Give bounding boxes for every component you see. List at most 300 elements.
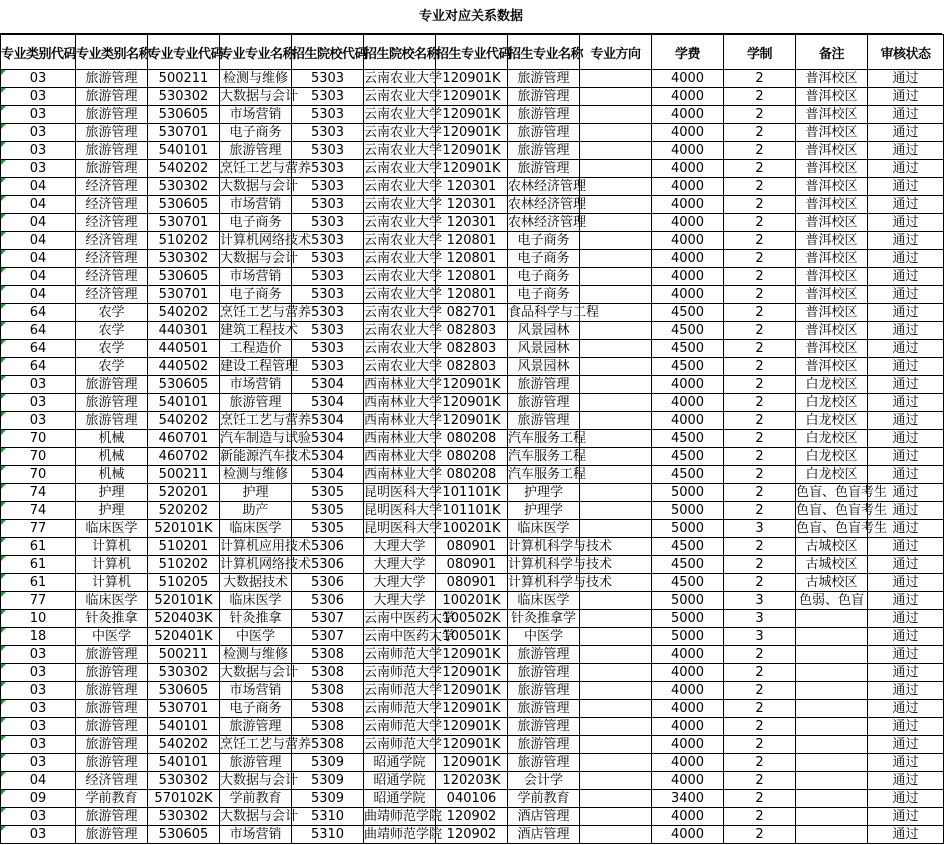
- table-cell[interactable]: [148, 412, 220, 430]
- table-cell[interactable]: [508, 250, 580, 268]
- table-cell[interactable]: [724, 592, 796, 610]
- table-cell[interactable]: [652, 700, 724, 718]
- table-cell[interactable]: [652, 520, 724, 538]
- table-cell[interactable]: [220, 610, 292, 628]
- table-cell[interactable]: [724, 70, 796, 88]
- table-cell[interactable]: [796, 754, 868, 772]
- table-cell[interactable]: [1, 790, 76, 808]
- table-cell[interactable]: [148, 772, 220, 790]
- table-cell[interactable]: [76, 394, 148, 412]
- table-cell[interactable]: [436, 430, 508, 448]
- table-cell[interactable]: [292, 358, 364, 376]
- table-cell[interactable]: [1, 448, 76, 466]
- table-cell[interactable]: [220, 772, 299, 790]
- table-cell[interactable]: [580, 196, 652, 214]
- table-cell[interactable]: [508, 754, 580, 772]
- table-cell[interactable]: [724, 700, 796, 718]
- table-cell[interactable]: [868, 718, 944, 736]
- table-cell[interactable]: [148, 268, 220, 286]
- table-cell[interactable]: [796, 592, 868, 610]
- table-cell[interactable]: [220, 160, 312, 178]
- table-cell[interactable]: [76, 70, 148, 88]
- table-cell[interactable]: [1, 124, 76, 142]
- table-cell[interactable]: [292, 304, 364, 322]
- table-cell[interactable]: [148, 106, 220, 124]
- table-cell[interactable]: [652, 142, 724, 160]
- table-cell[interactable]: [508, 286, 580, 304]
- table-cell[interactable]: [796, 574, 868, 592]
- table-cell[interactable]: [868, 574, 944, 592]
- table-cell[interactable]: [868, 286, 944, 304]
- table-cell[interactable]: [508, 502, 580, 520]
- table-cell[interactable]: [436, 88, 508, 106]
- table-cell[interactable]: [436, 736, 508, 754]
- table-cell[interactable]: [436, 520, 508, 538]
- table-cell[interactable]: [724, 124, 796, 142]
- table-cell[interactable]: [724, 610, 796, 628]
- table-cell[interactable]: [76, 646, 148, 664]
- table-cell[interactable]: [868, 268, 944, 286]
- table-cell[interactable]: [220, 592, 292, 610]
- table-cell[interactable]: [76, 610, 148, 628]
- table-cell[interactable]: [652, 358, 724, 376]
- column-header[interactable]: 招生专业代码: [436, 35, 508, 70]
- table-cell[interactable]: [76, 268, 148, 286]
- table-cell[interactable]: [148, 466, 220, 484]
- table-cell[interactable]: [796, 772, 868, 790]
- table-cell[interactable]: [580, 358, 652, 376]
- table-cell[interactable]: [148, 610, 220, 628]
- table-cell[interactable]: [508, 628, 580, 646]
- table-cell[interactable]: [796, 628, 868, 646]
- table-cell[interactable]: [148, 646, 220, 664]
- table-cell[interactable]: [580, 376, 652, 394]
- column-header[interactable]: 招生专业名称: [508, 35, 580, 70]
- table-cell[interactable]: [652, 736, 724, 754]
- table-cell[interactable]: [724, 88, 796, 106]
- table-cell[interactable]: [508, 808, 580, 826]
- table-cell[interactable]: [508, 736, 580, 754]
- table-cell[interactable]: [580, 412, 652, 430]
- table-cell[interactable]: [76, 592, 148, 610]
- table-cell[interactable]: [148, 340, 220, 358]
- table-cell[interactable]: [1, 772, 76, 790]
- table-cell[interactable]: [580, 790, 652, 808]
- table-cell[interactable]: [292, 322, 364, 340]
- column-header[interactable]: 学费: [652, 35, 724, 70]
- table-cell[interactable]: [796, 106, 868, 124]
- table-cell[interactable]: [580, 808, 652, 826]
- table-cell[interactable]: [652, 340, 724, 358]
- table-cell[interactable]: [1, 160, 76, 178]
- table-cell[interactable]: [868, 142, 944, 160]
- table-cell[interactable]: [76, 718, 148, 736]
- table-cell[interactable]: [652, 682, 724, 700]
- table-cell[interactable]: [148, 790, 220, 808]
- table-cell[interactable]: [868, 358, 944, 376]
- table-cell[interactable]: [292, 448, 364, 466]
- table-cell[interactable]: [292, 268, 364, 286]
- table-cell[interactable]: [508, 340, 580, 358]
- table-cell[interactable]: [76, 250, 148, 268]
- table-cell[interactable]: [436, 592, 508, 610]
- table-cell[interactable]: [508, 484, 580, 502]
- table-cell[interactable]: [220, 142, 292, 160]
- table-cell[interactable]: [436, 232, 508, 250]
- table-cell[interactable]: [580, 646, 652, 664]
- table-cell[interactable]: [868, 322, 944, 340]
- table-cell[interactable]: [508, 232, 580, 250]
- table-cell[interactable]: [724, 682, 796, 700]
- table-cell[interactable]: [220, 196, 292, 214]
- table-cell[interactable]: [220, 538, 312, 556]
- table-cell[interactable]: [724, 754, 796, 772]
- table-cell[interactable]: [868, 502, 944, 520]
- table-cell[interactable]: [76, 322, 148, 340]
- table-cell[interactable]: [508, 412, 580, 430]
- table-cell[interactable]: [796, 376, 868, 394]
- table-cell[interactable]: [580, 484, 652, 502]
- table-cell[interactable]: [220, 808, 299, 826]
- table-cell[interactable]: [1, 178, 76, 196]
- table-cell[interactable]: [220, 358, 299, 376]
- table-cell[interactable]: [364, 574, 436, 592]
- table-cell[interactable]: [76, 556, 148, 574]
- table-cell[interactable]: [436, 322, 508, 340]
- table-cell[interactable]: [868, 754, 944, 772]
- table-cell[interactable]: [148, 808, 220, 826]
- table-cell[interactable]: [292, 214, 364, 232]
- table-cell[interactable]: [148, 502, 220, 520]
- table-cell[interactable]: [76, 664, 148, 682]
- table-cell[interactable]: [364, 250, 443, 268]
- table-cell[interactable]: [580, 826, 652, 844]
- table-cell[interactable]: [220, 520, 292, 538]
- table-cell[interactable]: [796, 358, 868, 376]
- table-cell[interactable]: [508, 646, 580, 664]
- table-cell[interactable]: [796, 700, 868, 718]
- table-cell[interactable]: [796, 466, 868, 484]
- table-cell[interactable]: [148, 376, 220, 394]
- table-cell[interactable]: [1, 592, 76, 610]
- table-cell[interactable]: [652, 394, 724, 412]
- table-cell[interactable]: [76, 286, 148, 304]
- table-cell[interactable]: [292, 340, 364, 358]
- table-cell[interactable]: [148, 700, 220, 718]
- table-cell[interactable]: [508, 538, 613, 556]
- table-cell[interactable]: [220, 286, 292, 304]
- table-cell[interactable]: [220, 682, 292, 700]
- table-cell[interactable]: [1, 700, 76, 718]
- table-cell[interactable]: [436, 124, 508, 142]
- table-cell[interactable]: [1, 412, 76, 430]
- table-cell[interactable]: [364, 646, 443, 664]
- column-header[interactable]: 专业方向: [580, 35, 652, 70]
- table-cell[interactable]: [220, 484, 292, 502]
- table-cell[interactable]: [436, 178, 508, 196]
- table-cell[interactable]: [148, 196, 220, 214]
- table-cell[interactable]: [436, 448, 508, 466]
- table-cell[interactable]: [220, 88, 299, 106]
- table-cell[interactable]: [148, 826, 220, 844]
- table-cell[interactable]: [580, 502, 652, 520]
- table-cell[interactable]: [796, 304, 868, 322]
- table-cell[interactable]: [724, 520, 796, 538]
- table-cell[interactable]: [508, 466, 587, 484]
- table-cell[interactable]: [508, 322, 580, 340]
- table-cell[interactable]: [868, 376, 944, 394]
- table-cell[interactable]: [580, 574, 652, 592]
- table-cell[interactable]: [1, 268, 76, 286]
- table-cell[interactable]: [724, 340, 796, 358]
- table-cell[interactable]: [868, 106, 944, 124]
- table-cell[interactable]: [364, 376, 443, 394]
- table-cell[interactable]: [724, 286, 796, 304]
- table-cell[interactable]: [436, 142, 508, 160]
- table-cell[interactable]: [148, 124, 220, 142]
- table-cell[interactable]: [436, 718, 508, 736]
- table-cell[interactable]: [220, 214, 292, 232]
- table-cell[interactable]: [796, 268, 868, 286]
- column-header[interactable]: 审核状态: [868, 35, 944, 70]
- table-cell[interactable]: [1, 322, 76, 340]
- table-cell[interactable]: [220, 106, 292, 124]
- table-cell[interactable]: [364, 538, 436, 556]
- table-cell[interactable]: [796, 718, 868, 736]
- table-cell[interactable]: [220, 448, 312, 466]
- table-cell[interactable]: [1, 106, 76, 124]
- table-cell[interactable]: [796, 664, 868, 682]
- table-cell[interactable]: [868, 628, 944, 646]
- table-cell[interactable]: [580, 772, 652, 790]
- table-cell[interactable]: [292, 232, 364, 250]
- table-cell[interactable]: [76, 106, 148, 124]
- table-cell[interactable]: [580, 430, 652, 448]
- table-cell[interactable]: [436, 376, 508, 394]
- table-cell[interactable]: [652, 322, 724, 340]
- table-cell[interactable]: [796, 646, 868, 664]
- table-cell[interactable]: [868, 196, 944, 214]
- table-cell[interactable]: [76, 88, 148, 106]
- table-cell[interactable]: [724, 538, 796, 556]
- table-cell[interactable]: [724, 718, 796, 736]
- table-cell[interactable]: [580, 664, 652, 682]
- table-cell[interactable]: [796, 124, 868, 142]
- table-cell[interactable]: [724, 106, 796, 124]
- table-cell[interactable]: [436, 556, 508, 574]
- table-cell[interactable]: [796, 826, 868, 844]
- table-cell[interactable]: [868, 466, 944, 484]
- table-cell[interactable]: [868, 520, 944, 538]
- table-cell[interactable]: [580, 682, 652, 700]
- table-cell[interactable]: [724, 268, 796, 286]
- table-cell[interactable]: [508, 664, 580, 682]
- table-cell[interactable]: [436, 790, 508, 808]
- table-cell[interactable]: [868, 214, 944, 232]
- table-cell[interactable]: [1, 556, 76, 574]
- table-cell[interactable]: [292, 664, 364, 682]
- table-cell[interactable]: [148, 682, 220, 700]
- table-cell[interactable]: [1, 88, 76, 106]
- table-cell[interactable]: [508, 214, 587, 232]
- table-cell[interactable]: [1, 214, 76, 232]
- table-cell[interactable]: [1, 610, 76, 628]
- table-cell[interactable]: [364, 628, 456, 646]
- table-cell[interactable]: [364, 556, 436, 574]
- table-cell[interactable]: [364, 502, 443, 520]
- table-cell[interactable]: [148, 718, 220, 736]
- table-cell[interactable]: [220, 124, 292, 142]
- table-cell[interactable]: [436, 628, 508, 646]
- table-cell[interactable]: [868, 592, 944, 610]
- table-cell[interactable]: [364, 142, 443, 160]
- table-cell[interactable]: [580, 610, 652, 628]
- table-cell[interactable]: [364, 322, 443, 340]
- table-cell[interactable]: [796, 286, 868, 304]
- table-cell[interactable]: [508, 718, 580, 736]
- table-cell[interactable]: [868, 736, 944, 754]
- table-cell[interactable]: [508, 196, 587, 214]
- table-cell[interactable]: [724, 196, 796, 214]
- table-cell[interactable]: [652, 754, 724, 772]
- table-cell[interactable]: [76, 736, 148, 754]
- table-cell[interactable]: [148, 304, 220, 322]
- table-cell[interactable]: [1, 304, 76, 322]
- table-cell[interactable]: [580, 718, 652, 736]
- table-cell[interactable]: [292, 556, 364, 574]
- table-cell[interactable]: [292, 502, 364, 520]
- table-cell[interactable]: [148, 394, 220, 412]
- table-cell[interactable]: [292, 646, 364, 664]
- table-cell[interactable]: [436, 700, 508, 718]
- table-cell[interactable]: [292, 394, 364, 412]
- table-cell[interactable]: [364, 394, 443, 412]
- table-cell[interactable]: [1, 394, 76, 412]
- table-cell[interactable]: [508, 826, 580, 844]
- table-cell[interactable]: [1, 430, 76, 448]
- table-cell[interactable]: [652, 214, 724, 232]
- table-cell[interactable]: [76, 772, 148, 790]
- table-cell[interactable]: [292, 124, 364, 142]
- table-cell[interactable]: [796, 502, 888, 520]
- table-cell[interactable]: [580, 160, 652, 178]
- table-cell[interactable]: [652, 70, 724, 88]
- table-cell[interactable]: [508, 142, 580, 160]
- table-cell[interactable]: [868, 556, 944, 574]
- table-cell[interactable]: [364, 358, 443, 376]
- table-cell[interactable]: [436, 304, 508, 322]
- table-cell[interactable]: [1, 466, 76, 484]
- table-cell[interactable]: [220, 556, 312, 574]
- table-cell[interactable]: [292, 106, 364, 124]
- table-cell[interactable]: [508, 610, 580, 628]
- table-cell[interactable]: [1, 286, 76, 304]
- table-cell[interactable]: [148, 556, 220, 574]
- table-cell[interactable]: [796, 412, 868, 430]
- table-cell[interactable]: [436, 466, 508, 484]
- table-cell[interactable]: [868, 178, 944, 196]
- table-cell[interactable]: [76, 340, 148, 358]
- table-cell[interactable]: [724, 466, 796, 484]
- table-cell[interactable]: [652, 106, 724, 124]
- table-cell[interactable]: [796, 214, 868, 232]
- table-cell[interactable]: [148, 322, 220, 340]
- table-cell[interactable]: [508, 178, 587, 196]
- table-cell[interactable]: [508, 430, 587, 448]
- table-cell[interactable]: [652, 412, 724, 430]
- table-cell[interactable]: [652, 160, 724, 178]
- table-cell[interactable]: [580, 250, 652, 268]
- table-cell[interactable]: [220, 178, 299, 196]
- table-cell[interactable]: [220, 502, 292, 520]
- table-cell[interactable]: [580, 754, 652, 772]
- table-cell[interactable]: [292, 70, 364, 88]
- table-cell[interactable]: [1, 718, 76, 736]
- table-cell[interactable]: [868, 808, 944, 826]
- table-cell[interactable]: [508, 70, 580, 88]
- table-cell[interactable]: [796, 250, 868, 268]
- table-cell[interactable]: [724, 322, 796, 340]
- table-cell[interactable]: [796, 232, 868, 250]
- table-cell[interactable]: [580, 340, 652, 358]
- table-cell[interactable]: [580, 736, 652, 754]
- table-cell[interactable]: [364, 808, 443, 826]
- table-cell[interactable]: [148, 574, 220, 592]
- table-cell[interactable]: [508, 106, 580, 124]
- table-cell[interactable]: [724, 394, 796, 412]
- table-cell[interactable]: [580, 520, 652, 538]
- table-cell[interactable]: [652, 232, 724, 250]
- column-header[interactable]: 专业专业代码: [148, 35, 220, 70]
- table-cell[interactable]: [724, 502, 796, 520]
- column-header[interactable]: 专业类别代码: [1, 35, 76, 70]
- column-header[interactable]: 备注: [796, 35, 868, 70]
- table-cell[interactable]: [1, 142, 76, 160]
- table-cell[interactable]: [868, 250, 944, 268]
- table-cell[interactable]: [148, 538, 220, 556]
- table-cell[interactable]: [364, 700, 443, 718]
- table-cell[interactable]: [508, 358, 580, 376]
- table-cell[interactable]: [1, 736, 76, 754]
- table-cell[interactable]: [868, 70, 944, 88]
- table-cell[interactable]: [292, 610, 364, 628]
- table-cell[interactable]: [1, 754, 76, 772]
- table-cell[interactable]: [364, 430, 443, 448]
- table-cell[interactable]: [868, 538, 944, 556]
- table-cell[interactable]: [652, 178, 724, 196]
- table-cell[interactable]: [868, 430, 944, 448]
- table-cell[interactable]: [652, 556, 724, 574]
- table-cell[interactable]: [292, 574, 364, 592]
- column-header[interactable]: 学制: [724, 35, 796, 70]
- table-cell[interactable]: [796, 160, 868, 178]
- table-cell[interactable]: [76, 700, 148, 718]
- table-cell[interactable]: [652, 610, 724, 628]
- table-cell[interactable]: [76, 682, 148, 700]
- table-cell[interactable]: [652, 466, 724, 484]
- table-cell[interactable]: [76, 430, 148, 448]
- table-cell[interactable]: [76, 754, 148, 772]
- table-cell[interactable]: [796, 520, 888, 538]
- table-cell[interactable]: [868, 232, 944, 250]
- table-cell[interactable]: [292, 430, 364, 448]
- table-cell[interactable]: [364, 826, 443, 844]
- table-cell[interactable]: [220, 628, 292, 646]
- table-cell[interactable]: [436, 214, 508, 232]
- table-cell[interactable]: [580, 178, 652, 196]
- table-cell[interactable]: [76, 412, 148, 430]
- table-cell[interactable]: [796, 790, 868, 808]
